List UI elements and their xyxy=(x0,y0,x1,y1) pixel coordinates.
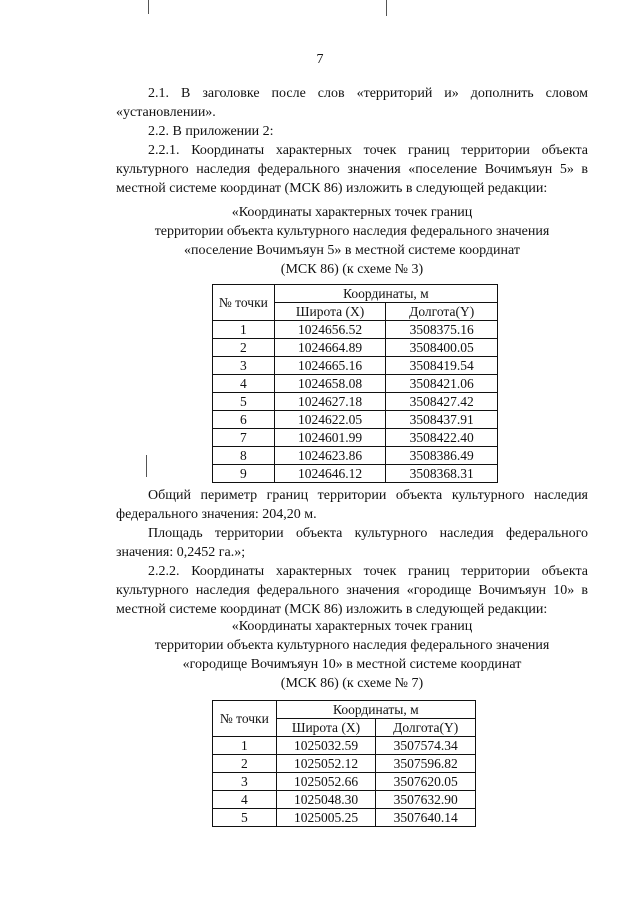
longitude-cell: 3507632.90 xyxy=(376,791,476,809)
table1-title-line: территории объекта культурного наследия федерального значения xyxy=(154,224,550,239)
paragraph-2-1: 2.1. В заголовке после слов «территорий и» дополнить словом «установлении». xyxy=(116,86,588,120)
point-number-cell: 2 xyxy=(213,755,277,773)
table-row xyxy=(213,375,498,393)
table2-title-line: территории объекта культурного наследия федерального значения xyxy=(154,638,550,653)
latitude-cell: 1024656.52 xyxy=(274,321,386,339)
summary-text xyxy=(116,486,588,619)
table1-title-line: (МСК 86) (к схеме № 3) xyxy=(280,262,424,277)
point-number-cell: 4 xyxy=(213,375,275,393)
scan-artifact xyxy=(146,455,147,477)
table-row xyxy=(213,357,498,375)
longitude-cell: 3508375.16 xyxy=(386,321,498,339)
point-number-cell: 6 xyxy=(213,411,275,429)
latitude-cell: 1024664.89 xyxy=(274,339,386,357)
table-row xyxy=(213,773,476,791)
header-lat: Широта (X) xyxy=(276,719,376,737)
latitude-cell: 1024622.05 xyxy=(274,411,386,429)
header-coords: Координаты, м xyxy=(274,285,497,303)
longitude-cell: 3508437.91 xyxy=(386,411,498,429)
point-number-cell: 9 xyxy=(213,465,275,483)
table-row xyxy=(213,465,498,483)
table1-title-line: «поселение Вочимъяун 5» в местной системе координат xyxy=(183,243,521,258)
longitude-cell: 3507596.82 xyxy=(376,755,476,773)
header-lat: Широта (X) xyxy=(274,303,386,321)
point-number-cell: 8 xyxy=(213,447,275,465)
table-row xyxy=(213,755,476,773)
header-lon: Долгота(Y) xyxy=(386,303,498,321)
coordinates-table-2 xyxy=(212,700,476,827)
table1-title xyxy=(116,203,588,279)
point-number-cell: 3 xyxy=(213,357,275,375)
latitude-cell: 1025048.30 xyxy=(276,791,376,809)
point-number-cell: 1 xyxy=(213,321,275,339)
table-row xyxy=(213,411,498,429)
latitude-cell: 1024646.12 xyxy=(274,465,386,483)
scan-artifact xyxy=(386,0,387,16)
longitude-cell: 3508421.06 xyxy=(386,375,498,393)
latitude-cell: 1024665.16 xyxy=(274,357,386,375)
latitude-cell: 1024623.86 xyxy=(274,447,386,465)
latitude-cell: 1024627.18 xyxy=(274,393,386,411)
point-number-cell: 1 xyxy=(213,737,277,755)
paragraph-2-2-1: 2.2.1. Координаты характерных точек границ территории объекта культурного наследия федерального значения «поселение Вочимъяун 5» в местной системе координат (МСК 86) изложить в следующей редакции: xyxy=(116,143,588,196)
longitude-cell: 3508422.40 xyxy=(386,429,498,447)
latitude-cell: 1025052.12 xyxy=(276,755,376,773)
area-text: Площадь территории объекта культурного наследия федерального значения: 0,2452 га.»; xyxy=(116,526,588,560)
point-number-cell: 4 xyxy=(213,791,277,809)
table2-title xyxy=(116,617,588,693)
table-row xyxy=(213,429,498,447)
table-row xyxy=(213,737,476,755)
point-number-cell: 5 xyxy=(213,809,277,827)
header-coords: Координаты, м xyxy=(276,701,475,719)
table2-title-line: (МСК 86) (к схеме № 7) xyxy=(280,676,424,691)
table-row xyxy=(213,447,498,465)
longitude-cell: 3508368.31 xyxy=(386,465,498,483)
longitude-cell: 3508386.49 xyxy=(386,447,498,465)
header-point: № точки xyxy=(213,285,275,321)
table-row xyxy=(213,321,498,339)
latitude-cell: 1025032.59 xyxy=(276,737,376,755)
longitude-cell: 3507640.14 xyxy=(376,809,476,827)
longitude-cell: 3507620.05 xyxy=(376,773,476,791)
table-row xyxy=(213,809,476,827)
header-lon: Долгота(Y) xyxy=(376,719,476,737)
latitude-cell: 1025005.25 xyxy=(276,809,376,827)
page-number: 7 xyxy=(316,52,324,67)
table1-title-line: «Координаты характерных точек границ xyxy=(231,205,473,220)
table2-title-line: «городище Вочимъяун 10» в местной системе координат xyxy=(182,657,522,672)
paragraph-2-2-2: 2.2.2. Координаты характерных точек границ территории объекта культурного наследия федерального значения «городище Вочимъяун 10» в местной системе координат (МСК 86) изложить в следующей редакции: xyxy=(116,564,588,617)
table2-title-line: «Координаты характерных точек границ xyxy=(231,619,473,634)
longitude-cell: 3508419.54 xyxy=(386,357,498,375)
longitude-cell: 3507574.34 xyxy=(376,737,476,755)
paragraph-2-2: 2.2. В приложении 2: xyxy=(148,124,274,139)
latitude-cell: 1024601.99 xyxy=(274,429,386,447)
point-number-cell: 5 xyxy=(213,393,275,411)
perimeter-text: Общий периметр границ территории объекта культурного наследия федерального значения: 204,20 м. xyxy=(116,488,588,522)
longitude-cell: 3508400.05 xyxy=(386,339,498,357)
point-number-cell: 3 xyxy=(213,773,277,791)
header-point: № точки xyxy=(213,701,277,737)
coordinates-table-1 xyxy=(212,284,498,483)
table-row xyxy=(213,393,498,411)
latitude-cell: 1024658.08 xyxy=(274,375,386,393)
point-number-cell: 7 xyxy=(213,429,275,447)
latitude-cell: 1025052.66 xyxy=(276,773,376,791)
intro-text xyxy=(116,84,588,198)
scan-artifact xyxy=(148,0,149,14)
table-row xyxy=(213,339,498,357)
longitude-cell: 3508427.42 xyxy=(386,393,498,411)
table-row xyxy=(213,791,476,809)
point-number-cell: 2 xyxy=(213,339,275,357)
